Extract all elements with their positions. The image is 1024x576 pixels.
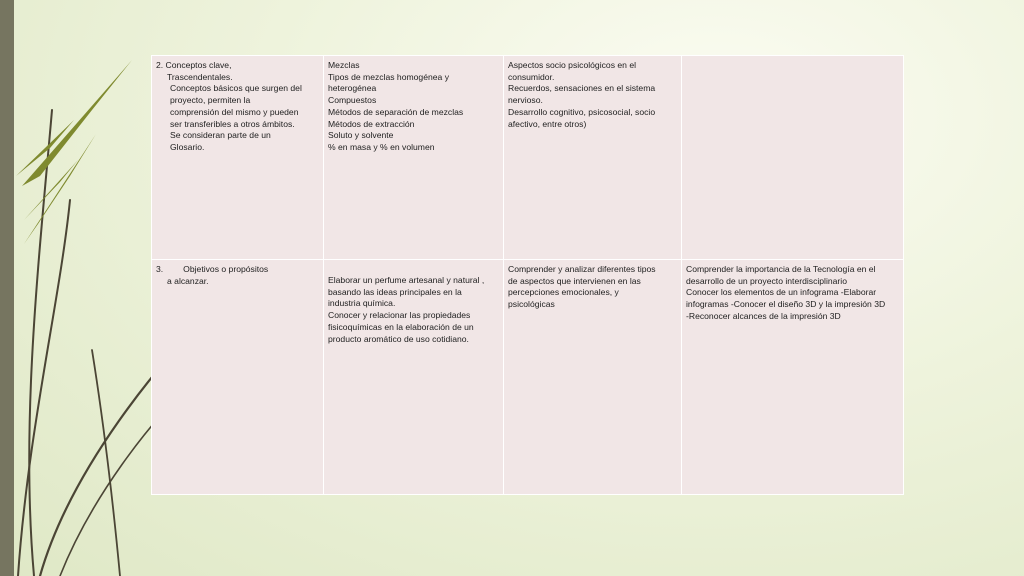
cell-line: percepciones emocionales, y [508,287,619,298]
cell-line: Desarrollo cognitivo, psicosocial, socio [508,106,656,117]
cell-line: producto aromático de uso cotidiano. [328,333,469,344]
cell-line: Comprender la importancia de la Tecnología en el [686,264,876,274]
cell-line: Elaborar un perfume artesanal y natural , [328,275,485,285]
cell-line: Objetivos o propósitos [183,264,269,274]
cell-line [156,264,319,276]
cell-psychology-objectives [504,260,682,495]
cell-line: de aspectos que intervienen en las [508,275,641,286]
cell-technology-objectives [682,260,904,495]
cell-line: proyecto, permiten la [170,95,251,106]
cell-line: heterogénea [328,83,377,94]
cell-line: a alcanzar. [167,275,209,286]
cell-line: ser transferibles a otros ámbitos. [170,118,295,129]
table-row [152,260,904,495]
table-row [152,56,904,260]
cell-line: Se consideran parte de un [170,130,271,141]
cell-line: -Reconocer alcances de la impresión 3D [686,310,841,321]
cell-line: Aspectos socio psicológicos en el [508,60,637,70]
cell-chemistry-concepts [324,56,504,260]
cell-line: Compuestos [328,95,377,106]
content-table [151,55,904,495]
cell-line: Soluto y solvente [328,130,394,141]
cell-line: Comprender y analizar diferentes tipos [508,264,656,274]
cell-line: desarrollo de un proyecto interdisciplinario [686,275,847,286]
cell-line: Mezclas [328,60,360,70]
left-accent-bar [0,0,14,576]
cell-empty [682,56,904,260]
cell-line: % en masa y % en volumen [328,141,435,152]
cell-concepts-label [152,56,324,260]
cell-line: Trascendentales. [167,71,233,82]
cell-line: Métodos de extracción [328,118,415,129]
cell-line: infogramas -Conocer el diseño 3D y la impresión 3D [686,299,886,310]
cell-line: psicológicas [508,299,555,310]
cell-line: fisicoquímicas en la elaboración de un [328,321,474,332]
cell-line: basando las ideas principales en la [328,286,462,297]
cell-psychology-concepts [504,56,682,260]
cell-line: Conceptos básicos que surgen del [170,83,302,94]
cell-line: consumidor. [508,71,555,82]
cell-line: Conocer los elementos de un infograma -Elaborar [686,287,877,298]
cell-objectives-label [152,260,324,495]
cell-line: comprensión del mismo y pueden [170,106,299,117]
cell-line: Recuerdos, sensaciones en el sistema [508,83,656,94]
cell-line: industria química. [328,298,396,309]
cell-line: Conocer y relacionar las propiedades [328,310,471,321]
cell-line: Glosario. [170,141,205,152]
cell-line: 2. Conceptos clave, [156,60,232,70]
cell-line: Tipos de mezclas homogénea y [328,71,450,82]
row-number: 3. [156,264,164,274]
cell-line: afectivo, entre otros) [508,118,587,129]
cell-line: nervioso. [508,95,543,106]
cell-chemistry-objectives [324,260,504,495]
cell-line: Métodos de separación de mezclas [328,106,464,117]
